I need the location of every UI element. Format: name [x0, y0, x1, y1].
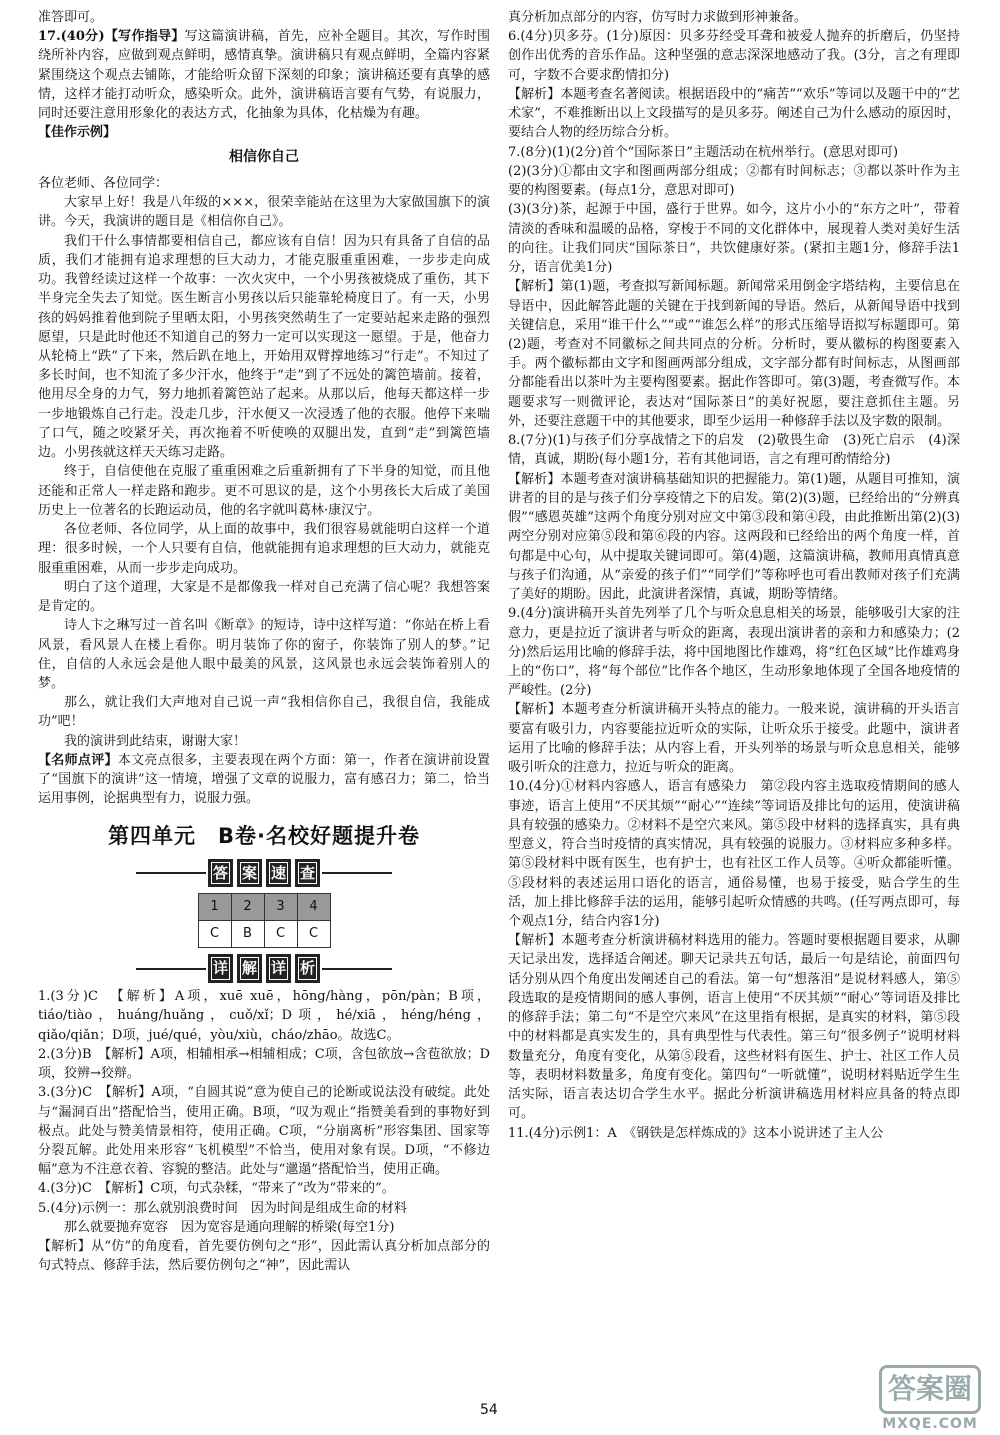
left-column [38, 8, 490, 1276]
question-text: 写这篇演讲稿，首先，应补全题目。其次，写作时围绕所补内容，应做到观点鲜明，感情真挚。演讲稿只有观点鲜明，全篇内容紧紧围绕这个观点去铺陈，才能给听众留下深刻的印象；演讲稿还要有真挚的感情，这样才能打动听众，感染听众。此外，演讲稿语言要有气势，有说服力，同时还要注意用形象化的表达方式，化抽象为具体，化枯燥为有趣。 [38, 29, 490, 122]
answer-10: 10.(4分)①材料内容感人，语言有感染力 第②段内容主选取疫情期间的感人事迹，语言上使用“不厌其烦”“耐心”“连续”等词语及排比句的运用，使演讲稿具有较强的感染力。②材料不是空穴来风。第⑤段中材料的选择真实，具有典型意义，符合当时疫情的真实情况，具有较强的说服力。③材料应多种多样。第⑤段材料中既有医生，也有护士，也有社区工作人员等。④听众都能听懂。⑤段材料的表述运用口语化的语言，通俗易懂，也易于接受，贴合学生的生活，加上排比修辞手法的运用，能够引起听众情感的共鸣。(任写两点即可，每个观点1分，结合内容1分) [508, 779, 960, 930]
unit-title: 第四单元 B卷·名校好题提升卷 [108, 823, 420, 848]
answer-9: 9.(4分)演讲稿开头首先列举了几个与听众息息相关的场景，能够吸引大家的注意力，更是拉近了演讲者与听众的距离，表现出演讲者的亲和力和感染力；(2分)然后运用比喻的修辞手法，将中国地图比作雄鸡，将“红色区域”比作雄鸡身上的“伤口”，将“每个部位”比作各个地区，生动形象地体现了全国各地疫情的严峻性。(2分) [508, 606, 960, 699]
answer-number: 4 [297, 894, 330, 921]
text-line: 准答即可。 [38, 10, 104, 25]
essay-paragraph: 诗人卞之琳写过一首名叫《断章》的短诗，诗中这样写道：“你站在桥上看风景，看风景人在楼上看你。明月装饰了你的窗子，你装饰了别人的梦。”记住，自信的人永远会是他人眼中最美的风景，这风景也永远会装饰着别人的梦。 [38, 618, 490, 691]
divider [136, 968, 206, 970]
answer-4: 4.(3分)C 【解析】C项，句式杂糅，“带来了”改为“带来的”。 [38, 1181, 395, 1197]
essay-paragraph: 我的演讲到此结束，谢谢大家！ [64, 733, 247, 749]
detailed-analysis-banner [38, 954, 490, 983]
text-line: 真分析加点部分的内容，仿写时力求做到形神兼备。 [508, 10, 808, 25]
divider [322, 968, 392, 970]
answer-10-analysis: 【解析】本题考查分析演讲稿材料选用的能力。答题时要根据题目要求，从聊天记录出发，选择适合阐述。聊天记录共五句话，最后一句是结论，前面四句话分别从四个角度出发阐述自己的看法。第一句“想落泪”是说材料感人，第⑤段选取的是疫情期间的感人事例，语言上使用“不厌其烦”“耐心”等词语及排比的修辞手法；第二句“不是空穴来风”在这里指有根据，是真实的材料，第⑤段中的材料都是真实发生的，具有典型性与代表性。第三句“很多例子”说明材料数量充分，角度有变化，从第⑤段看，这些材料有医生、护士、社区工作人员等，表明材料数量多，角度有变化。第四句“一听就懂”，说明材料贴近学生生活实际，语言表达切合学生水平。据此分析演讲稿选用材料应具备的特点即可。 [508, 933, 960, 1122]
essay-paragraph: 终于，自信使他在克服了重重困难之后重新拥有了下半身的知觉，而且他还能和正常人一样走路和跑步。更不可思议的是，这个小男孩长大后成了美国历史上一位著名的长跑运动员，他的名字就叫葛林·康汉宁。 [38, 464, 490, 518]
question-17 [38, 27, 490, 123]
answer-value: B [231, 921, 264, 948]
answer-1: 1.(3分)C 【解析】A项，xuē xuē，hōng/hàng，pōn/pàn；B项，tiáo/tiào，huáng/huǎng，cuǒ/xǐ；D项，hé/xiā，héng/héng，qiǎo/qiǎn；D项，jué/qué，yòu/xiù，cháo/zhāo。故选C。 [38, 989, 490, 1043]
answer-table [198, 893, 331, 948]
watermark-text: 答案圈 [879, 1365, 981, 1414]
answer-7-part3: (3)(3分)茶，起源于中国，盛行于世界。如今，这片小小的“东方之叶”，带着清淡的香味和温暖的品格，穿梭于不同的文化群体中，展现着人类对美好生活的向往。让我们同庆“国际茶日”，共饮健康好茶。(紧扣主题1分，修辞手法1分，语言优美1分) [508, 202, 960, 276]
answer-5: 5.(4分)示例一：那么就别浪费时间 因为时间是组成生命的材料 [38, 1200, 407, 1216]
answer-number: 2 [231, 894, 264, 921]
essay-paragraph: 大家早上好！我是八年级的×××，很荣幸能站在这里为大家做国旗下的演讲。今天，我演讲的题目是《相信你自己》。 [38, 195, 490, 230]
answer-11: 11.(4分)示例1：A 《钢铁是怎样炼成的》这本小说讲述了主人公 [508, 1125, 884, 1141]
answer-value: C [297, 921, 330, 948]
answer-7-part2: (2)(3分)①都由文字和图画两部分组成；②都有时间标志；③都以茶叶作为主要的构图要素。(每点1分，意思对即可) [508, 163, 960, 199]
essay-paragraph: 明白了这个道理，大家是不是都像我一样对自己充满了信心呢？我想答案是肯定的。 [38, 579, 490, 615]
answer-number: 3 [264, 894, 297, 921]
divider [136, 872, 206, 874]
essay-greeting: 各位老师、各位同学： [38, 175, 169, 191]
essay-paragraph: 那么，就让我们大声地对自己说一声“我相信你自己，我很自信，我能成功”吧！ [38, 695, 490, 730]
answer-value: C [198, 921, 231, 948]
review-text: 本文亮点很多，主要表现在两个方面：第一，作者在演讲前设置了“国旗下的演讲”这一情境，增强了文章的说服力，富有感召力；第二，恰当运用事例，论据典型有力，说服力强。 [38, 752, 490, 807]
answer-8: 8.(7分)(1)与孩子们分享战情之下的启发 (2)敬畏生命 (3)死亡启示 (4)深情，真诚，期盼(每小题1分，若有其他词语，言之有理可酌情给分) [508, 433, 960, 468]
review-tag: 【名师点评】 [38, 752, 118, 768]
essay-paragraph: 各位老师、各位同学，从上面的故事中，我们很容易就能明白这样一个道理：很多时候，一个人只要有自信，他就能拥有追求理想的巨大动力，就能克服重重困难，从而一步步走向成功。 [38, 522, 490, 576]
banner-char: 析 [295, 954, 320, 983]
answer-8-analysis: 【解析】本题考查对演讲稿基础知识的把握能力。第(1)题，从题目可推知，演讲者的目的是与孩子们分享疫情之下的启发。第(2)(3)题，已经给出的“分辨真假”“感恩英雄”这两个角度分别对应文中第③段和第④段，由此推断出第(2)(3)两空分别对应第⑤段和第⑥段的内容。这两段和已经给出的两个角度一样，首句都是中心句，从中提取关键词即可。第(4)题，这篇演讲稿，教师用真情真意与孩子们沟通，从“亲爱的孩子们”“同学们”等称呼也可看出教师对孩子们充满了美好的期盼。因此，此演讲者深情，真诚，期盼等情绪。 [508, 471, 960, 603]
page-number: 54 [480, 1402, 498, 1418]
banner-char: 速 [266, 859, 291, 888]
review [38, 751, 490, 809]
divider [322, 872, 392, 874]
question-number: 17. [38, 29, 61, 45]
answer-2: 2.(3分)B 【解析】A项，相辅相承→相辅相成；C项，含包欲放→含苞欲放；D项，狡辨→狡辩。 [38, 1046, 490, 1082]
answer-value: C [264, 921, 297, 948]
banner-char: 详 [266, 954, 291, 983]
answer-5-line: 那么就要抛弃宽容 因为宽容是通向理解的桥梁(每空1分) [64, 1219, 395, 1235]
sample-tag: 【佳作示例】 [38, 125, 117, 141]
answer-9-analysis: 【解析】本题考查分析演讲稿开头特点的能力。一般来说，演讲稿的开头语言要富有吸引力，内容要能拉近听众的实际，让听众乐于接受。此题中，演讲者运用了比喻的修辞手法；从内容上看，开头列举的场景与听众息息相关，能够吸引听众的注意力，拉近与听众的距离。 [508, 702, 960, 776]
right-column [508, 8, 960, 1143]
essay-paragraph: 我们干什么事情都要相信自己，都应该有自信！因为只有具备了自信的品质，我们才能拥有追求理想的巨大动力，才能克服重重困难，一步步走向成功。我曾经读过这样一个故事：一次火灾中，一个小男孩被烧成了重伤，其下半身完全失去了知觉。医生断言小男孩以后只能靠轮椅度日了。有一天，小男孩的妈妈推着他到院子里晒太阳，小男孩突然萌生了一定要站起来走路的强烈愿望，只是此时他还不知道自己的努力一定可以实现这一愿望。于是，他奋力从轮椅上“跌”了下来，然后趴在地上，开始用双臂撑地练习“行走”。不知过了多长时间，也不知流了多少汗水，他终于“走”到了不远处的篱笆墙前。接着，他用尽全身的力气，努力地抓着篱笆站了起来。从那以后，他每天都这样一步一步地锻炼自己行走。没走几步，汗水便又一次浸透了他的衣服。他停下来喘了口气，随之咬紧牙关，再次拖着不听使唤的双腿出发，直到“走”到篱笆墙边。小男孩就这样天天练习走路。 [38, 233, 490, 461]
banner-char: 案 [237, 859, 262, 888]
section-tag: (40分)【写作指导】 [60, 29, 185, 45]
watermark-url: MXQE.COM [882, 1415, 978, 1432]
banner-char: 解 [237, 954, 262, 983]
answer-7: 7.(8分)(1)(2分)首个“国际茶日”主题活动在杭州举行。(意思对即可) [508, 144, 899, 160]
answer-6-analysis: 【解析】本题考查名著阅读。根据语段中的“痛苦”“欢乐”等词以及题干中的“艺术家”，不难推断出以上文段描写的是贝多芬。阐述自己为什么感动的原因时，要结合人物的经历综合分析。 [508, 86, 960, 141]
answer-6: 6.(4分)贝多芬。(1分)原因：贝多芬经受耳聋和被爱人抛弃的折磨后，仍坚持创作出优秀的音乐作品。这种坚强的意志深深地感动了我。(3分，言之有理即可，字数不合要求酌情扣分) [508, 29, 960, 83]
banner-char: 详 [208, 954, 233, 983]
watermark-logo [870, 1365, 990, 1435]
answer-7-analysis: 【解析】第(1)题，考查拟写新闻标题。新闻常采用倒金字塔结构，主要信息在导语中，因此解答此题的关键在于找到新闻的导语。然后，从新闻导语中找到关键信息，采用“谁干什么”“或”“谁怎么样”的形式压缩导语拟写标题即可。第(2)题，考查对不同徽标之间共同点的分析。分析时，要从徽标的构图要素入手。两个徽标都由文字和图画两部分组成，文字部分都有时间标志，从图画部分都能看出以茶叶为主要构图要素。据此作答即可。第(3)题，考查微写作。本题要求写一则微评论，表达对“国际茶日”的美好祝愿，要注意抓住主题。另外，还要注意题干中的其他要求，即至少运用一种修辞手法以及字数的限制。 [508, 279, 960, 429]
essay-title: 相信你自己 [229, 148, 299, 165]
answer-3: 3.(3分)C 【解析】A项，“自圆其说”意为使自己的论断或说法没有破绽。此处与“漏洞百出”搭配恰当，使用正确。B项，“叹为观止”指赞美看到的事物好到极点。此处与赞美情景相符，使用正确。C项，“分崩离析”形容集团、国家等分裂瓦解。此处用来形容“飞机模型”不恰当，使用对象有误。D项，“不修边幅”意为不注意衣着、容貌的整洁。此处与“邋遢”搭配恰当，使用正确。 [38, 1085, 490, 1178]
banner-char: 答 [208, 859, 233, 888]
banner-char: 查 [295, 859, 320, 888]
answer-5-analysis: 【解析】从“仿”的角度看，首先要仿例句之“形”，因此需认真分析加点部分的句式特点、修辞手法，然后要仿例句之“神”，因此需认 [38, 1239, 490, 1274]
answer-quick-check-banner [38, 859, 490, 888]
answer-number: 1 [198, 894, 231, 921]
